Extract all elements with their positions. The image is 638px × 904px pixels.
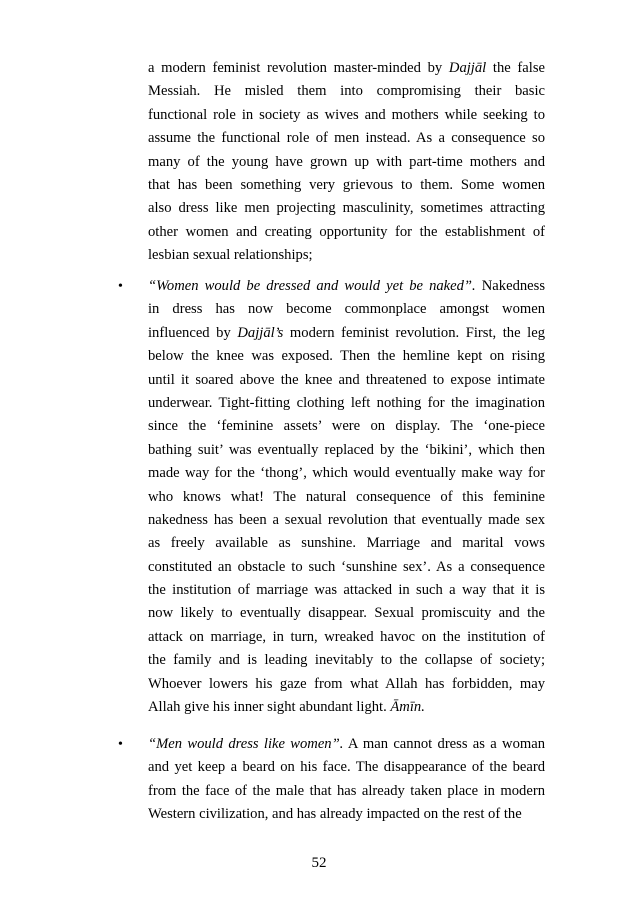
text-run: who knows what! The natural consequence of this feminine [148, 488, 545, 505]
paragraph-women-dressed-naked [148, 275, 545, 719]
text-line [148, 415, 545, 438]
text-line [148, 579, 545, 602]
text-line [148, 556, 545, 579]
text-line [148, 345, 545, 368]
text-run: below the knee was exposed. Then the hemline kept on rising [148, 348, 545, 365]
text-line [148, 80, 545, 103]
bullet-women-dressed: • [118, 279, 123, 294]
text-line [148, 626, 545, 649]
text-run: Allah give his inner sight abundant light. [148, 699, 391, 716]
text-line [148, 649, 545, 672]
text-run: a modern feminist revolution master-minded by [148, 60, 449, 76]
text-run: many of the young have grown up with part-time mothers and [148, 153, 545, 170]
text-line [148, 275, 545, 298]
text-run: A man cannot dress as a woman [343, 736, 546, 752]
text-line [148, 369, 545, 392]
text-run: Western civilization, and has already impacted on the rest of the [148, 806, 522, 823]
text-line [148, 780, 545, 803]
text-run: the false [486, 60, 545, 76]
text-run: the family and is leading inevitably to the collapse of society; [148, 652, 545, 669]
text-line [148, 509, 545, 532]
text-line [148, 151, 545, 174]
text-line [148, 462, 545, 485]
text-run: that has been something very grievous to them. Some women [148, 176, 545, 193]
text-line [148, 57, 545, 80]
text-run: Messiah. He misled them into compromising their basic [148, 83, 545, 100]
text-run: now likely to eventually disappear. Sexual promiscuity and the [148, 605, 545, 622]
text-line [148, 803, 545, 826]
text-run: nakedness has been a sexual revolution that eventually made sex [148, 511, 545, 528]
text-line [148, 733, 545, 756]
text-run: as freely available as sunshine. Marriage and marital vows [148, 535, 545, 552]
text-line [148, 127, 545, 150]
text-line [148, 221, 545, 244]
text-run: Āmīn. [390, 699, 425, 716]
text-line [148, 392, 545, 415]
text-line [148, 486, 545, 509]
text-line [148, 244, 545, 267]
text-run: the institution of marriage was attacked in such a way that it is [148, 582, 545, 599]
text-run: Dajjāl [448, 60, 487, 76]
text-run: attack on marriage, in turn, wreaked havoc on the institution of [148, 628, 545, 645]
text-run: influenced by [148, 324, 238, 341]
text-line [148, 298, 545, 321]
text-run: constituted an obstacle to such ‘sunshine sex’. As a consequence [148, 558, 545, 575]
paragraph-continuation [148, 57, 545, 268]
text-run: since the ‘feminine assets’ were on display. The ‘one-piece [148, 418, 545, 435]
text-line [148, 602, 545, 625]
page-number: 52 [311, 855, 327, 871]
text-line [148, 756, 545, 779]
text-run: bathing suit’ was eventually replaced by the ‘bikini’, which then [148, 441, 545, 458]
paragraph-men-dress-like-women [148, 733, 545, 827]
text-run: Whoever lowers his gaze from what Allah has forbidden, may [148, 675, 545, 692]
text-line [148, 532, 545, 555]
text-line [148, 439, 545, 462]
text-run: Nakedness [475, 278, 545, 294]
text-line [148, 696, 545, 719]
text-run: functional role in society as wives and mothers while seeking to [148, 106, 545, 123]
text-run: assume the functional role of men instead. As a consequence so [148, 130, 545, 147]
text-run: “Women would be dressed and would yet be naked”. [148, 278, 476, 294]
text-run: modern feminist revolution. First, the leg [283, 324, 545, 341]
text-line [148, 104, 545, 127]
text-run: from the face of the male that has already taken place in modern [148, 782, 545, 799]
bullet-men-dress-like-women: • [118, 737, 123, 752]
text-run: and yet keep a beard on his face. The disappearance of the beard [148, 759, 545, 776]
text-run: other women and creating opportunity for the establishment of [148, 223, 545, 240]
text-run: Dajjāl’s [237, 324, 284, 341]
text-run: until it soared above the knee and threatened to expose intimate [148, 371, 545, 388]
text-line [148, 197, 545, 220]
text-line [148, 673, 545, 696]
text-run: in dress has now become commonplace amongst women [148, 301, 545, 318]
text-line [148, 322, 545, 345]
text-run: lesbian sexual relationships; [148, 247, 313, 264]
text-run: made way for the ‘thong’, which would eventually make way for [148, 465, 545, 482]
text-run: also dress like men projecting masculinity, sometimes attracting [148, 200, 545, 217]
text-run: underwear. Tight-fitting clothing left nothing for the imagination [148, 394, 545, 411]
text-line [148, 174, 545, 197]
text-run: “Men would dress like women”. [148, 736, 344, 752]
